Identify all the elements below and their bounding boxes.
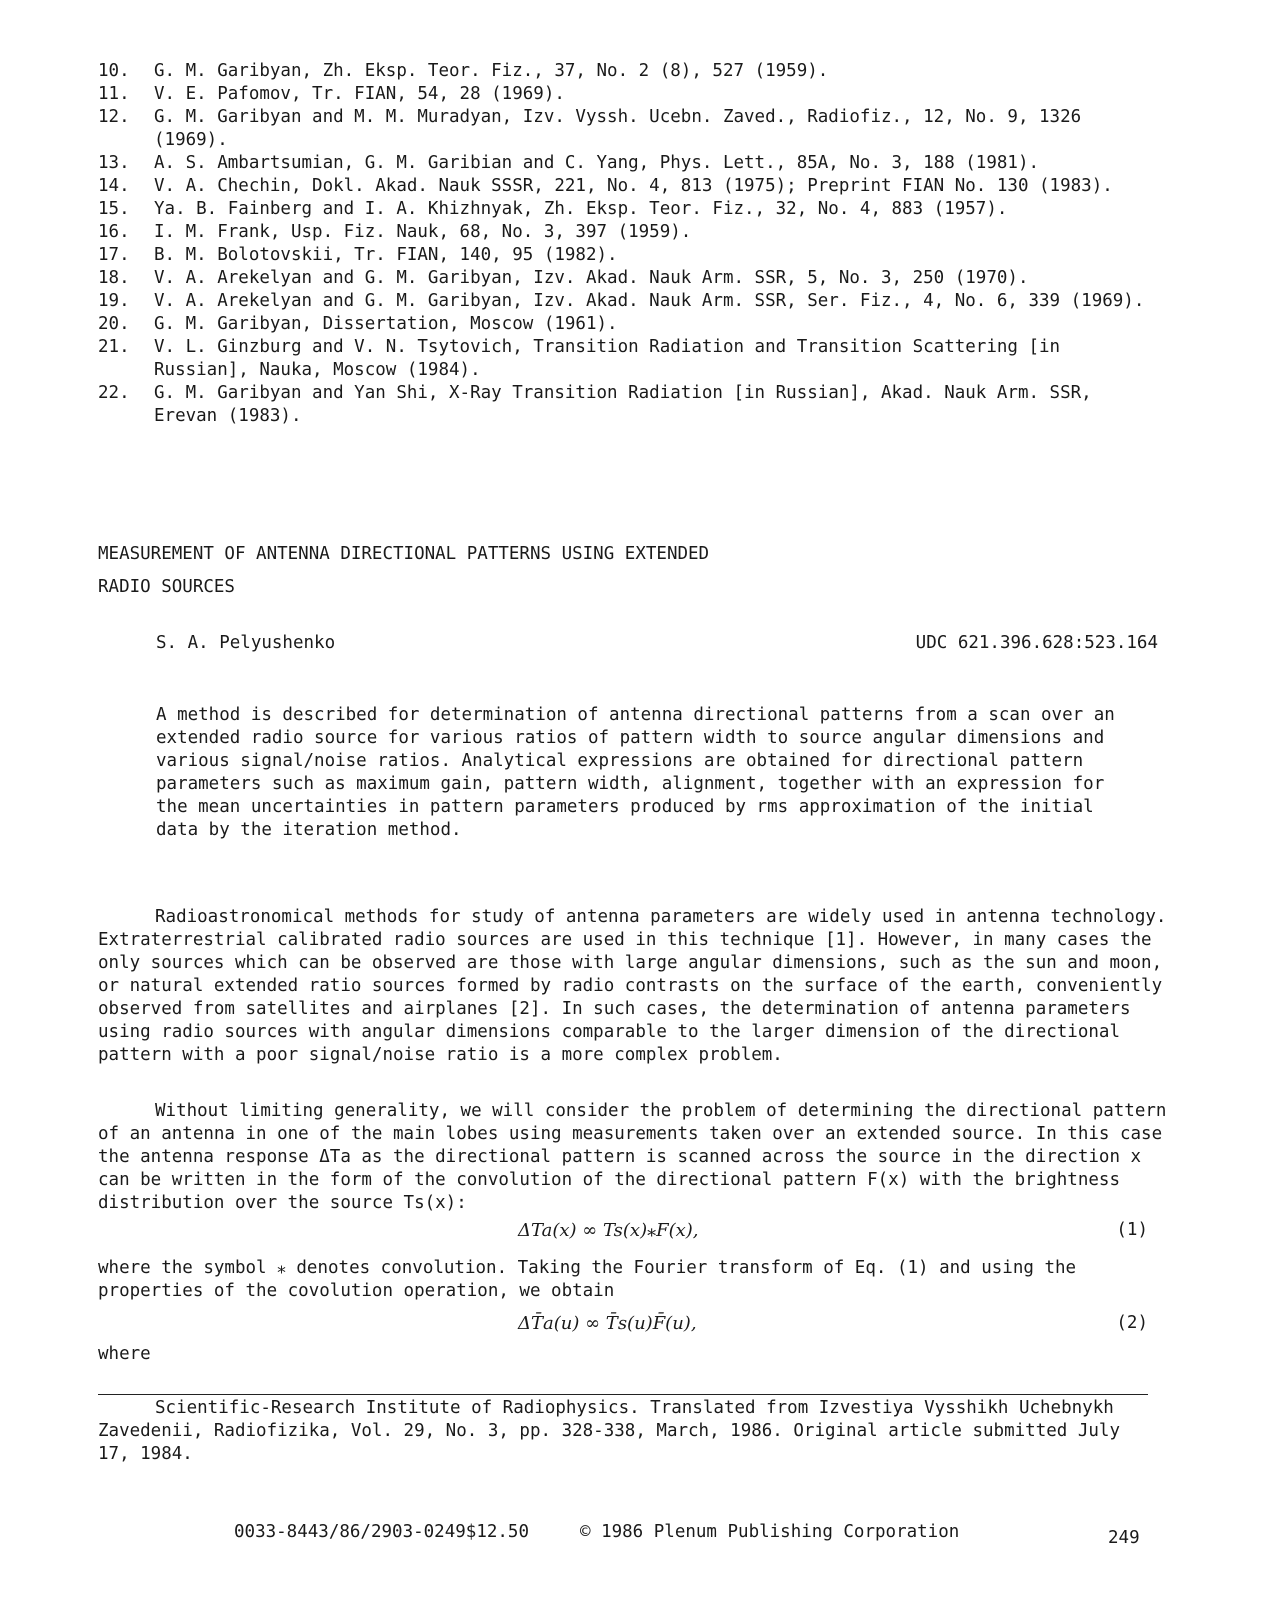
equation-1: [98, 1219, 1148, 1245]
reference-text: I. M. Frank, Usp. Fiz. Nauk, 68, No. 3, 397 (1959).: [154, 222, 692, 242]
equation-expression: ΔT̄a(u) ∞ T̄s(u)F̄(u),: [518, 1313, 697, 1334]
author-line: [156, 632, 1158, 655]
reference-number: 10.: [98, 61, 130, 81]
reference-item: [98, 382, 1158, 428]
reference-item: [98, 267, 1158, 290]
reference-number: 16.: [98, 222, 130, 242]
reference-text: G. M. Garibyan and M. M. Muradyan, Izv. Vyssh. Ucebn. Zaved., Radiofiz., 12, No. 9, 1326 (1969).: [154, 107, 1082, 150]
reference-item: [98, 106, 1158, 152]
reference-number: 13.: [98, 153, 130, 173]
reference-item: [98, 175, 1158, 198]
reference-number: 20.: [98, 314, 130, 334]
reference-text: G. M. Garibyan, Dissertation, Moscow (1961).: [154, 314, 618, 334]
copyright-notice: © 1986 Plenum Publishing Corporation: [580, 1522, 960, 1542]
reference-item: [98, 244, 1158, 267]
paragraph-text: where: [98, 1344, 151, 1364]
reference-text: A. S. Ambartsumian, G. M. Garibian and C. Yang, Phys. Lett., 85A, No. 3, 188 (1981).: [154, 153, 1040, 173]
page-footer: [0, 1521, 1261, 1547]
reference-number: 14.: [98, 176, 130, 196]
reference-item: [98, 152, 1158, 175]
paragraph-text: where the symbol ⁎ denotes convolution. Taking the Fourier transform of Eq. (1) and using the properties of the covolution operation, we obtain: [98, 1258, 1077, 1301]
article-title-line-1: MEASUREMENT OF ANTENNA DIRECTIONAL PATTERNS USING EXTENDED: [98, 544, 710, 564]
reference-number: 18.: [98, 268, 130, 288]
reference-item: [98, 83, 1158, 106]
body-paragraph-1: [98, 906, 1168, 1067]
footnote: [98, 1397, 1158, 1466]
reference-text: V. A. Arekelyan and G. M. Garibyan, Izv. Akad. Nauk Arm. SSR, Ser. Fiz., 4, No. 6, 339 (1969).: [154, 291, 1145, 311]
equation-expression: ΔTa(x) ∞ Ts(x)⁎F(x),: [518, 1220, 699, 1241]
author-name: S. A. Pelyushenko: [156, 633, 336, 653]
equation-number: (1): [1116, 1220, 1148, 1240]
issn-code: 0033-8443/86/2903-0249$12.50: [234, 1522, 530, 1542]
body-paragraph-2: [98, 1100, 1168, 1215]
reference-text: V. E. Pafomov, Tr. FIAN, 54, 28 (1969).: [154, 84, 565, 104]
equation-number: (2): [1116, 1313, 1148, 1333]
reference-text: V. A. Arekelyan and G. M. Garibyan, Izv. Akad. Nauk Arm. SSR, 5, No. 3, 250 (1970).: [154, 268, 1029, 288]
reference-item: [98, 60, 1158, 83]
reference-text: G. M. Garibyan, Zh. Eksp. Teor. Fiz., 37, No. 2 (8), 527 (1959).: [154, 61, 829, 81]
reference-item: [98, 290, 1158, 313]
reference-text: V. A. Chechin, Dokl. Akad. Nauk SSSR, 221, No. 4, 813 (1975); Preprint FIAN No. 130 (1983).: [154, 176, 1113, 196]
paragraph-text: Radioastronomical methods for study of antenna parameters are widely used in antenna technology. Extraterrestrial calibrated radio sources are used in this technique [1]. However, in many cases the only sources which can be observed are those with large angular dimensions, such as the sun and moon, or natural extended ratio sources formed by radio contrasts on the surface of the earth, conveniently observed from satellites and airplanes [2]. In such cases, the determination of antenna parameters using radio sources with angular dimensions comparable to the larger dimension of the directional pattern with a poor signal/noise ratio is a more complex problem.: [98, 907, 1167, 1065]
reference-list: [98, 60, 1158, 428]
reference-number: 22.: [98, 383, 130, 403]
reference-text: G. M. Garibyan and Yan Shi, X-Ray Transition Radiation [in Russian], Akad. Nauk Arm. SSR, Erevan (1983).: [154, 383, 1092, 426]
reference-text: Ya. B. Fainberg and I. A. Khizhnyak, Zh. Eksp. Teor. Fiz., 32, No. 4, 883 (1957).: [154, 199, 1008, 219]
reference-number: 19.: [98, 291, 130, 311]
body-paragraph-3: [98, 1257, 1168, 1303]
reference-text: B. M. Bolotovskii, Tr. FIAN, 140, 95 (1982).: [154, 245, 618, 265]
body-paragraph-4: [98, 1343, 1168, 1366]
footnote-divider: [98, 1394, 1148, 1395]
reference-number: 21.: [98, 337, 130, 357]
reference-item: [98, 221, 1158, 244]
reference-item: [98, 336, 1158, 382]
footnote-text: Scientific-Research Institute of Radiophysics. Translated from Izvestiya Vysshikh Uchebnykh Zavedenii, Radiofizika, Vol. 29, No. 3, pp. 328-338, March, 1986. Original article submitted July 17, 1984.: [98, 1398, 1120, 1464]
udc-code: UDC 621.396.628:523.164: [915, 633, 1158, 653]
reference-number: 11.: [98, 84, 130, 104]
reference-number: 12.: [98, 107, 130, 127]
reference-item: [98, 313, 1158, 336]
abstract-text: A method is described for determination of antenna directional patterns from a scan over an extended radio source for various ratios of pattern width to source angular dimensions and various signal/noise ratios. Analytical expressions are obtained for directional pattern parameters such as maximum gain, pattern width, alignment, together with an expression for the mean uncertainties in pattern parameters produced by rms approximation of the initial data by the iteration method.: [156, 705, 1115, 840]
reference-item: [98, 198, 1158, 221]
reference-number: 15.: [98, 199, 130, 219]
page-number: 249: [1108, 1528, 1140, 1548]
article-title-line-2: RADIO SOURCES: [98, 577, 235, 597]
abstract: [156, 704, 1116, 842]
reference-number: 17.: [98, 245, 130, 265]
paragraph-text: Without limiting generality, we will consider the problem of determining the directional pattern of an antenna in one of the main lobes using measurements taken over an extended source. In this case the antenna response ΔTa as the directional pattern is scanned across the source in the direction x can be written in the form of the convolution of the directional pattern F(x) with the brightness distribution over the source Ts(x):: [98, 1101, 1167, 1213]
reference-text: V. L. Ginzburg and V. N. Tsytovich, Transition Radiation and Transition Scattering [in Russian], Nauka, Moscow (1984).: [154, 337, 1061, 380]
equation-2: [98, 1312, 1148, 1338]
